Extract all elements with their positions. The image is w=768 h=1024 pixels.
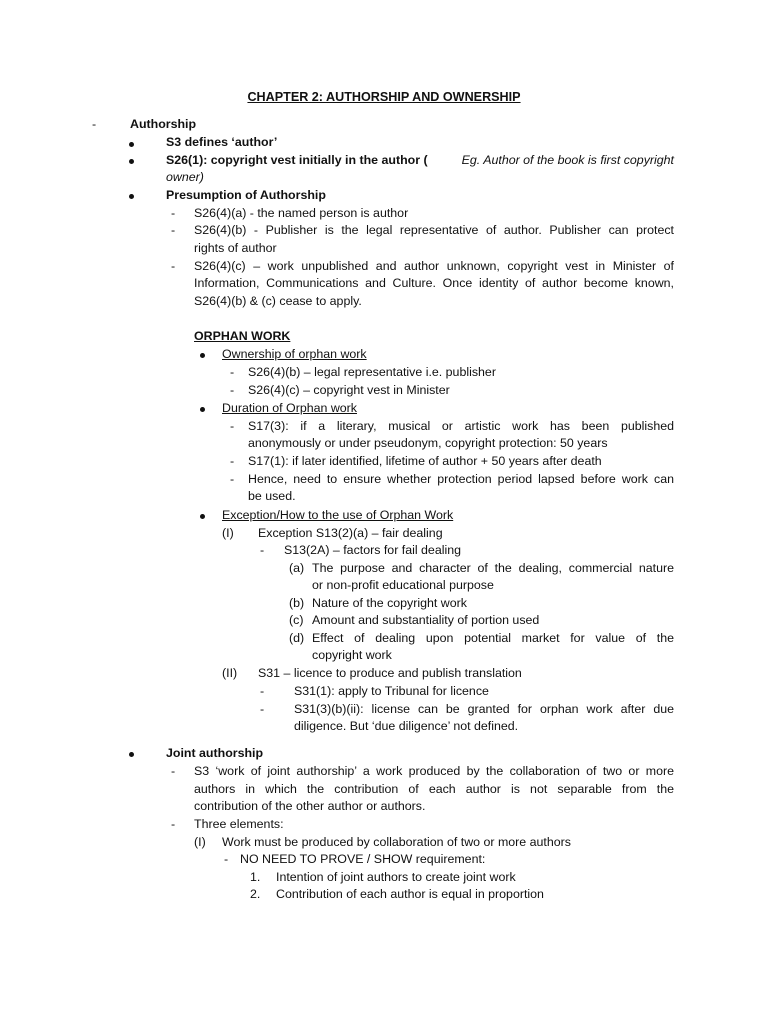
requirement-2-text: Contribution of each author is equal in proportion [276, 887, 544, 901]
presumption-heading: Presumption of Authorship [166, 188, 326, 202]
exception-I-sub: S13(2A) – factors for fail dealing [284, 543, 462, 557]
dash-bullet: - [171, 206, 176, 220]
joint-s3-line1: S3 ‘work of joint authorship’ a work produced by the collaboration of two or more [194, 764, 674, 778]
presumption-c-line3: S26(4)(b) & (c) cease to apply. [194, 294, 362, 308]
factor-a-line2: or non-profit educational purpose [312, 578, 494, 592]
dash-bullet: - [224, 852, 229, 866]
element-I-text: Work must be produced by collaboration of two or more authors [222, 835, 571, 849]
factor-a-line1: The purpose and character of the dealing, commercial nature [312, 561, 674, 575]
duration-item-3-line2: be used. [248, 489, 296, 503]
dash-bullet: - [171, 223, 176, 237]
duration-item-1-line1: S17(3): if a literary, musical or artistic work has been published [248, 419, 674, 433]
duration-item-1-line2: anonymously or under pseudonym, copyright protection: 50 years [248, 436, 608, 450]
exception-II-text: S31 – licence to produce and publish translation [258, 666, 522, 680]
dash-bullet: - [230, 419, 235, 433]
bullet-dot [129, 142, 134, 147]
dash-bullet: - [260, 702, 265, 716]
dash-bullet: - [230, 365, 235, 379]
element-I-number: (I) [194, 835, 206, 849]
bullet-dot [200, 514, 205, 519]
dash-bullet: - [171, 259, 176, 273]
bullet-dot [129, 194, 134, 199]
authorship-heading: Authorship [130, 117, 197, 131]
exception-II-number: (II) [222, 666, 238, 680]
dash-bullet: - [171, 764, 176, 778]
dash-bullet: - [230, 383, 235, 397]
bullet-dot [129, 752, 134, 757]
presumption-b-line2: rights of author [194, 241, 277, 255]
dash-bullet: - [92, 117, 97, 131]
joint-authorship-heading: Joint authorship [166, 746, 264, 760]
dash-bullet: - [230, 454, 235, 468]
no-need-heading: NO NEED TO PROVE / SHOW requirement: [240, 852, 486, 866]
duration-orphan-heading: Duration of Orphan work [222, 401, 357, 415]
dash-bullet: - [260, 543, 265, 557]
presumption-a: S26(4)(a) - the named person is author [194, 206, 409, 220]
joint-s3-line3: contribution of the other author or authors. [194, 799, 426, 813]
ownership-orphan-heading: Ownership of orphan work [222, 347, 367, 361]
bullet-dot [200, 353, 205, 358]
presumption-c-line2: Information, Communications and Culture. Once identity of author become known, [194, 276, 674, 290]
dash-bullet: - [230, 472, 235, 486]
presumption-b-line1: S26(4)(b) - Publisher is the legal representative of author. Publisher can protect [194, 223, 674, 237]
s3-definition: S3 defines ‘author’ [166, 135, 278, 149]
factor-c-text: Amount and substantiality of portion used [312, 613, 540, 627]
joint-s3-line2: authors in which the contribution of each author is not separable from the [194, 782, 674, 796]
exception-II-item-1: S31(1): apply to Tribunal for licence [294, 684, 489, 698]
exception-II-item-2-line1: S31(3)(b)(ii): license can be granted for orphan work after due [294, 702, 674, 716]
exception-II-item-2-line2: diligence. But ‘due diligence’ not defined. [294, 719, 519, 733]
requirement-2-number: 2. [250, 887, 261, 901]
factor-d-line2: copyright work [312, 648, 392, 662]
factor-b-text: Nature of the copyright work [312, 596, 467, 610]
duration-item-3-line1: Hence, need to ensure whether protection period lapsed before work can [248, 472, 674, 486]
orphan-work-heading: ORPHAN WORK [194, 329, 291, 343]
factor-b-number: (b) [289, 596, 305, 610]
requirement-1-text: Intention of joint authors to create joint work [276, 870, 516, 884]
factor-d-line1: Effect of dealing upon potential market for value of the [312, 631, 674, 645]
factor-a-number: (a) [289, 561, 305, 575]
s26-1-item [166, 152, 674, 170]
page-title: CHAPTER 2: AUTHORSHIP AND OWNERSHIP [247, 90, 521, 104]
three-elements-heading: Three elements: [194, 817, 284, 831]
factor-d-number: (d) [289, 631, 305, 645]
bullet-dot [200, 407, 205, 412]
s26-1-text: S26(1): copyright vest initially in the author ( [166, 153, 428, 167]
factor-c-number: (c) [289, 613, 304, 627]
s26-1-example-cont: owner) [166, 170, 204, 184]
s26-1-example: Eg. Author of the book is first copyright [461, 153, 674, 167]
ownership-item-2: S26(4)(c) – copyright vest in Minister [248, 383, 450, 397]
duration-item-2: S17(1): if later identified, lifetime of author + 50 years after death [248, 454, 602, 468]
exception-orphan-heading: Exception/How to the use of Orphan Work [222, 508, 454, 522]
exception-I-number: (I) [222, 526, 234, 540]
dash-bullet: - [260, 684, 265, 698]
bullet-dot [129, 159, 134, 164]
exception-I-text: Exception S13(2)(a) – fair dealing [258, 526, 443, 540]
ownership-item-1: S26(4)(b) – legal representative i.e. publisher [248, 365, 496, 379]
presumption-c-line1: S26(4)(c) – work unpublished and author unknown, copyright vest in Minister of [194, 259, 674, 273]
requirement-1-number: 1. [250, 870, 261, 884]
dash-bullet: - [171, 817, 176, 831]
